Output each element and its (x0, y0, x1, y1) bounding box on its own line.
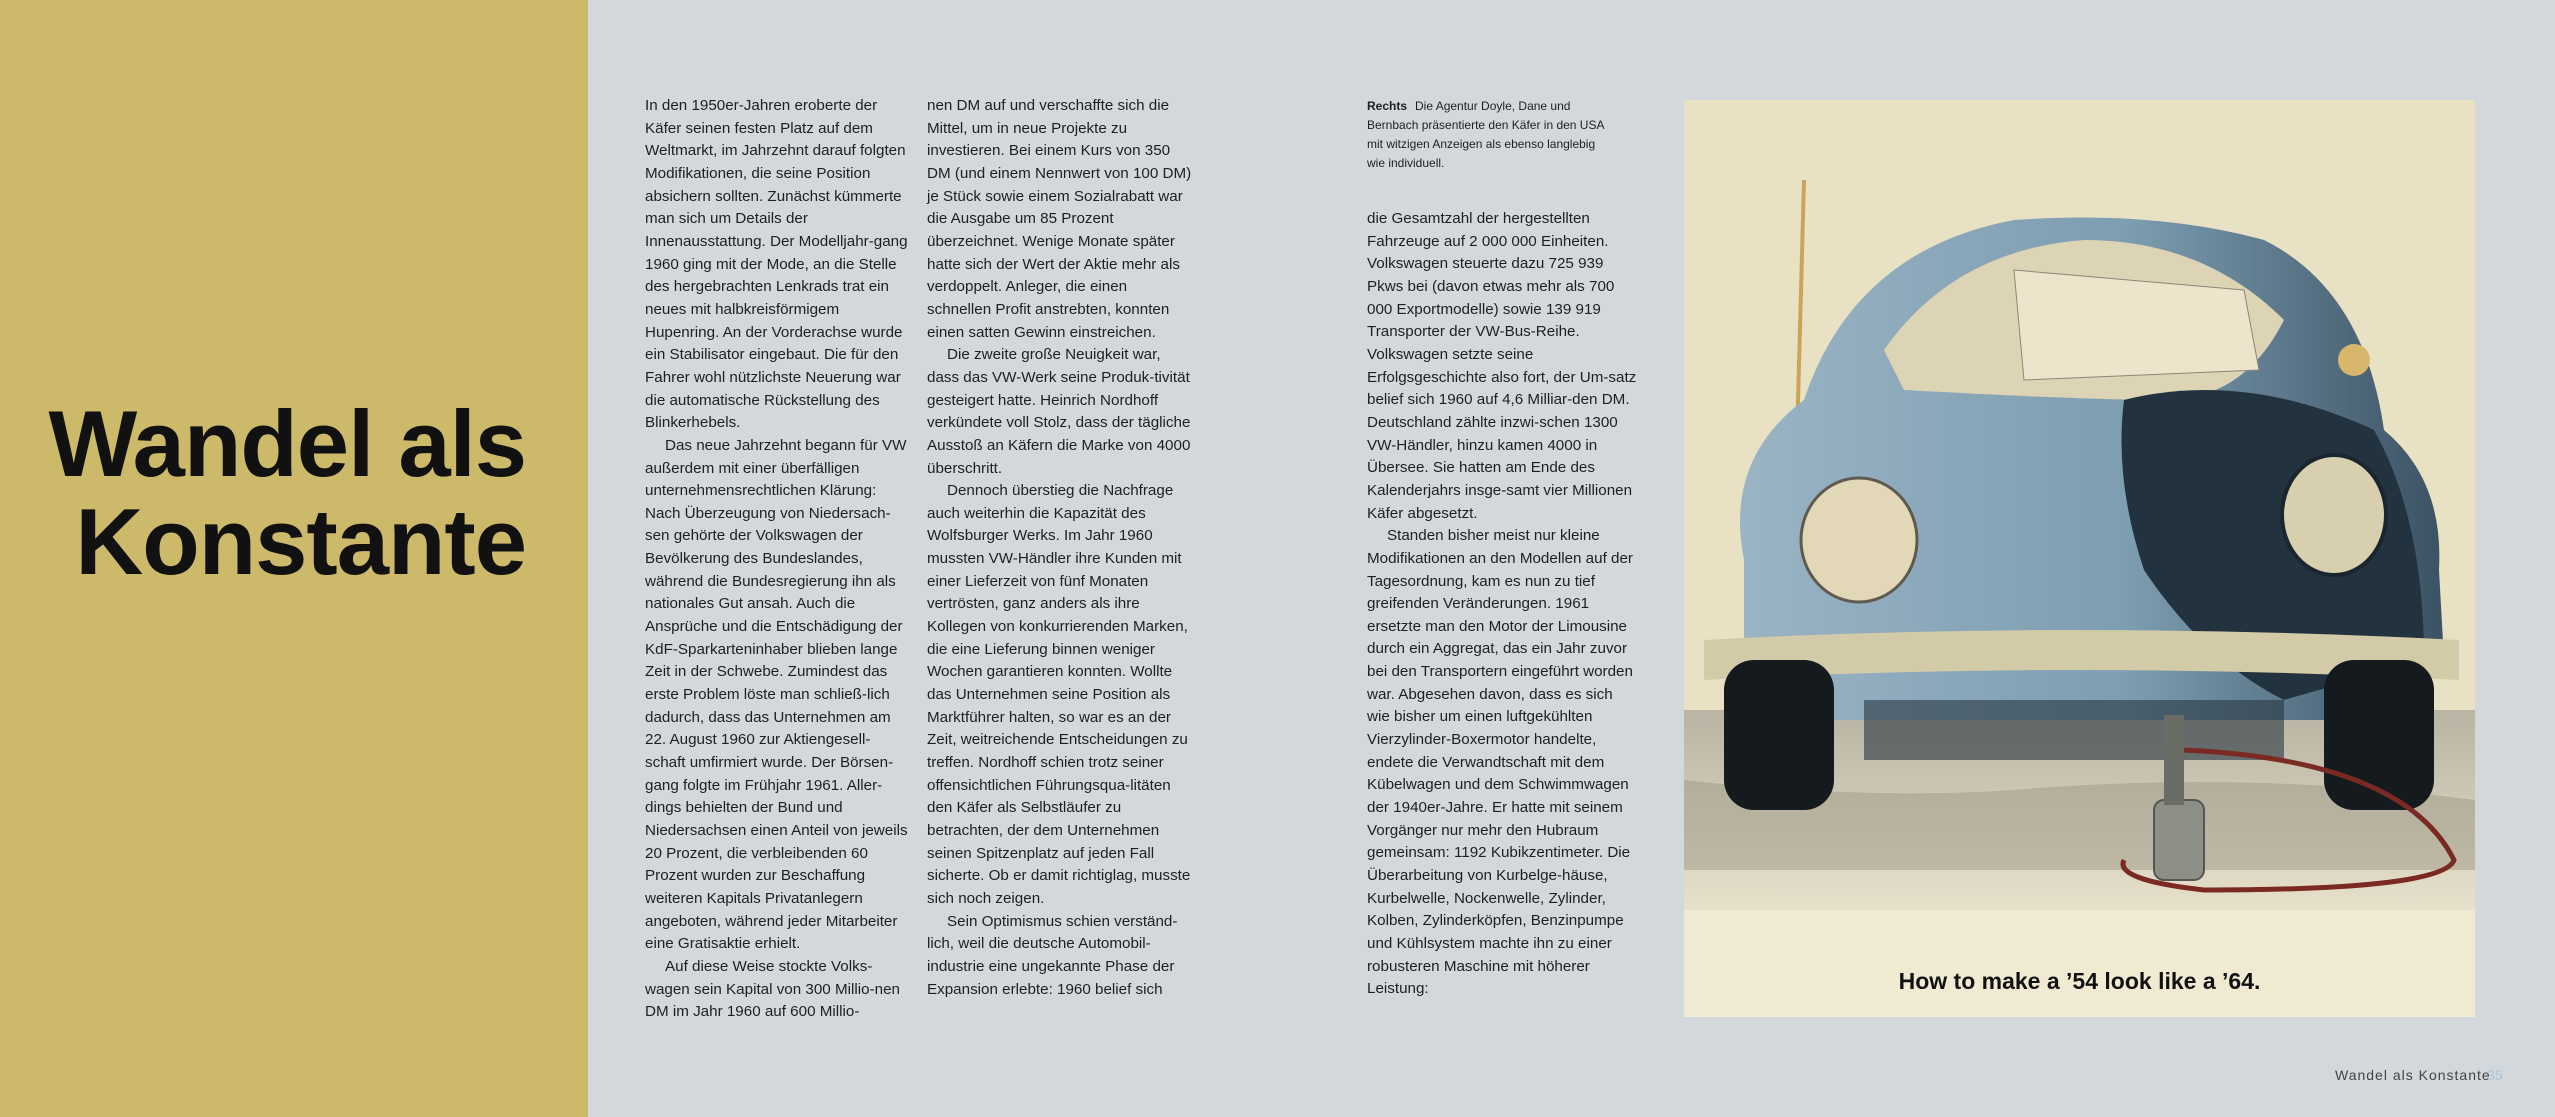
ad-headline: How to make a ’54 look like a ’64. (1898, 968, 2261, 994)
paragraph: Sein Optimismus schien verständ-lich, weil die deutsche Automobil-industrie eine ungekannte Phase der Expansion erlebte: 1960 belief sich (927, 912, 1178, 998)
text-column-2 (927, 95, 1192, 1001)
left-headlight-icon (1801, 478, 1917, 602)
chapter-title (48, 391, 526, 594)
beetle-illustration (1684, 100, 2475, 1017)
gold-title-panel (0, 0, 588, 1117)
paragraph: Standen bisher meist nur kleine Modifikationen an den Modellen auf der Tagesordnung, kam es nun zu tief greifenden Veränderungen. 1961 ersetzte man den Motor der Limousine durch ein Aggregat, das ein Jahr zuvor bei den Transportern eingeführt worden war. Abgesehen davon, dass es sich wie bisher um einen luftgekühlten Vierzylinder-Boxermotor handelte, endete die Verwandtschaft mit dem Kübelwagen und dem Schwimmwagen der 1940er-Jahre. Er hatte mit seinem Vorgänger nur mehr den Hubraum gemeinsam: 1192 Kubikzentimeter. Die Überarbeitung von Kurbelge-häuse, Kurbelwelle, Nockenwelle, Zylinder, Kolben, Zylinderköpfen, Benzinpumpe und Kühlsystem machte ihn zu einer robusteren Maschine mit höherer Leistung: (1367, 527, 1633, 998)
right-tire-icon (2324, 660, 2434, 810)
left-tire-icon (1724, 660, 1834, 810)
running-title: Wandel als Konstante (2335, 1067, 2491, 1083)
image-caption (1367, 97, 1607, 173)
chapter-title-line-2: Konstante (75, 489, 526, 594)
text-column-3 (1367, 208, 1637, 1001)
paragraph: In den 1950er-Jahren eroberte der Käfer seinen festen Platz auf dem Weltmarkt, im Jahrzehnt darauf folgten Modifikationen, die seine Position absichern sollten. Zunächst kümmerte man sich um Details der Innenausstattung. Der Modelljahr-gang 1960 ging mit der Mode, an die Stelle des hergebrachten Lenkrads trat ein neues mit halbkreisförmigem Hupenring. An der Vorderachse wurde ein Stabilisator eingebaut. Die für den Fahrer wohl nützlichste Neuerung war die automatische Rückstellung des Blinkerhebels. (645, 97, 908, 432)
paragraph: Dennoch überstieg die Nachfrage auch weiterhin die Kapazität des Wolfsburger Werks. Im Jahr 1960 mussten VW-Händler ihre Kunden mit einer Lieferzeit von fünf Monaten vertrösten, ganz anders als ihre Kollegen von konkurrierenden Marken, die eine Lieferung binnen weniger Wochen garantieren konnten. Wollte das Unternehmen seine Position als Marktführer halten, so war es an der Zeit, weitreichende Entscheidungen zu treffen. Nordhoff schien trotz seiner offensichtlichen Führungsqua-litäten den Käfer als Selbstläufer zu betrachten, der dem Unternehmen seinen Spitzenplatz auf jeden Fall sicherte. Ob er damit richtiglag, musste sich noch zeigen. (927, 482, 1191, 907)
spray-gun-icon (2164, 715, 2184, 805)
paragraph: Auf diese Weise stockte Volks-wagen sein Kapital von 300 Millio-nen DM im Jahr 1960 auf 600 Millio- (645, 957, 900, 1021)
paragraph: Das neue Jahrzehnt begann für VW außerdem mit einer überfälligen unternehmensrechtlichen Klärung: Nach Überzeugung von Niedersach-sen gehörte der Volkswagen der Bevölkerung des Bundeslandes, während die Bundesregierung ihn als nationales Gut ansah. Auch die Ansprüche und die Entschädigung der KdF-Sparkarteninhaber blieben lange Zeit in der Schwebe. Zumindest das erste Problem löste man schließ-lich dadurch, dass das Unternehmen am 22. August 1960 zur Aktiengesell-schaft umfirmiert wurde. Der Börsen-gang folgte im Frühjahr 1961. Aller-dings behielten der Bund und Niedersachsen einen Anteil von jeweils 20 Prozent, die verbleibenden 60 Prozent wurden zur Beschaffung weiteren Kapitals Privatanlegern angeboten, während jeder Mitarbeiter eine Gratisaktie erhielt. (645, 436, 908, 953)
vw-beetle-advertisement (1684, 100, 2475, 1017)
paragraph: nen DM auf und verschaffte sich die Mittel, um in neue Projekte zu investieren. Bei einem Kurs von 350 DM (und einem Nennwert von 100 DM) je Stück sowie einem Sozialrabatt war die Ausgabe um 85 Prozent überzeichnet. Wenige Monate später hatte sich der Wert der Aktie mehr als verdoppelt. Anleger, die einen schnellen Profit anstrebten, konnten einen satten Gewinn einstreichen. (927, 97, 1192, 341)
paragraph: Die zweite große Neuigkeit war, dass das VW-Werk seine Produk-tivität gesteigert hatte. Heinrich Nordhoff verkündete voll Stolz, dass der tägliche Ausstoß an Käfern die Marke von 4000 überschritt. (927, 346, 1191, 477)
caption-text: Die Agentur Doyle, Dane und Bernbach präsentierte den Käfer in den USA mit witzigen Anzeigen als ebenso langlebig wie individuell. (1367, 99, 1604, 170)
side-mirror-icon (2338, 344, 2370, 376)
right-headlight-icon (2282, 455, 2386, 575)
caption-label: Rechts (1367, 99, 1408, 113)
page-number: 35 (2487, 1067, 2503, 1083)
spray-gun-jar-icon (2154, 800, 2204, 880)
chapter-title-line-1: Wandel als (48, 391, 526, 496)
paragraph: die Gesamtzahl der hergestellten Fahrzeuge auf 2 000 000 Einheiten. Volkswagen steuerte dazu 725 939 Pkws bei (davon etwas mehr als 700 000 Exportmodelle) sowie 139 919 Transporter der VW-Bus-Reihe. Volkswagen setzte seine Erfolgsgeschichte also fort, der Um-satz belief sich 1960 auf 4,6 Milliar-den DM. Deutschland zählte inzwi-schen 1300 VW-Händler, hinzu kamen 4000 in Übersee. Sie hatten am Ende des Kalenderjahrs insge-samt vier Millionen Käfer abgesetzt. (1367, 210, 1637, 522)
text-column-1 (645, 95, 910, 1024)
